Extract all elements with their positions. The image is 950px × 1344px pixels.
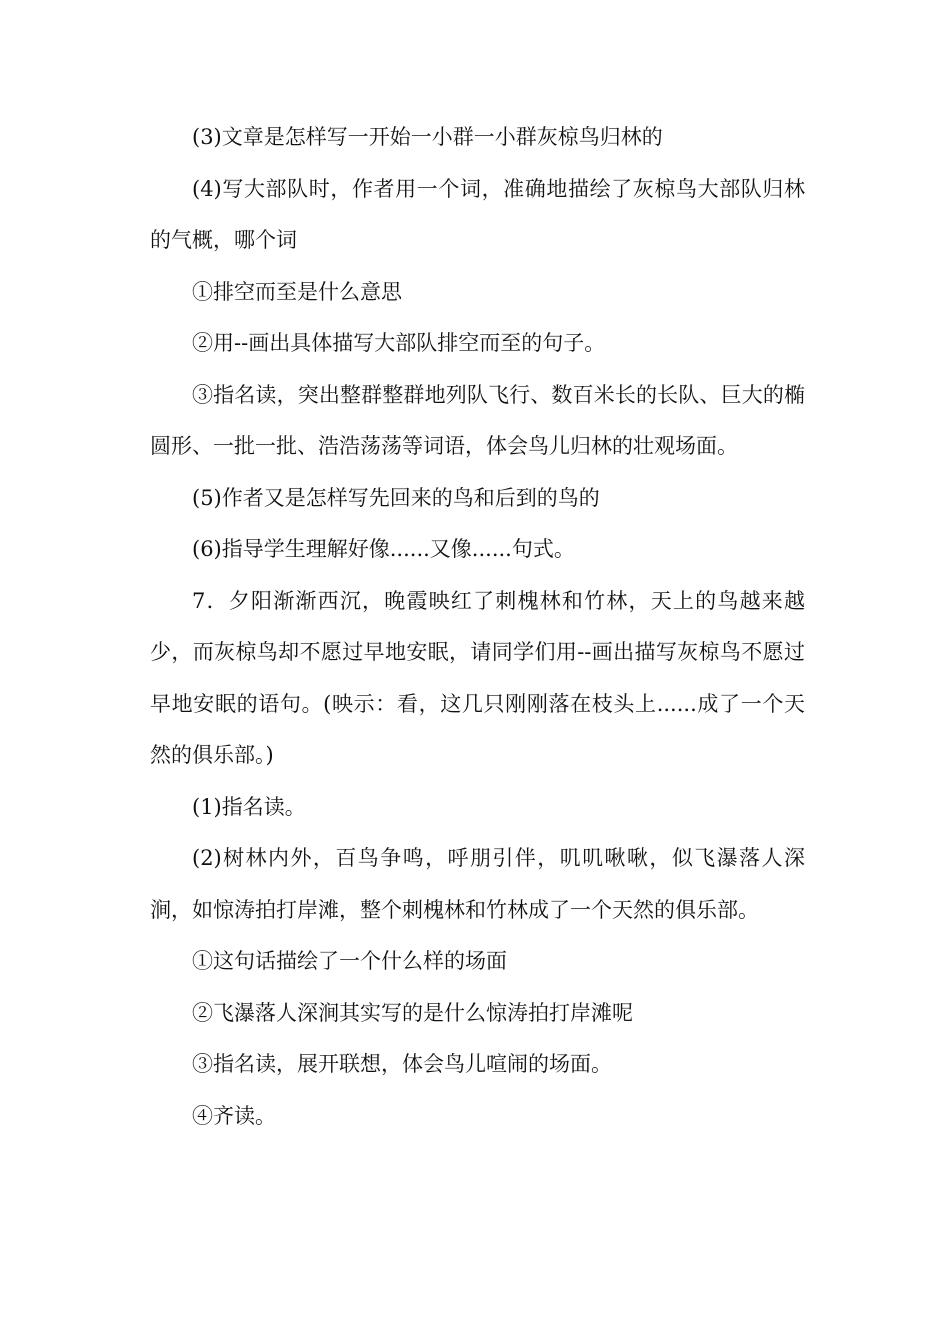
paragraph: ①排空而至是什么意思 <box>192 279 402 304</box>
paragraph: (5)作者又是怎样写先回来的鸟和后到的鸟的 <box>192 485 600 510</box>
paragraph: ②用--画出具体描写大部队排空而至的句子。 <box>192 331 606 355</box>
paragraph: ①这句话描绘了一个什么样的场面 <box>192 949 507 973</box>
paragraph: (4)写大部队时，作者用一个词，准确地描绘了灰椋鸟大部队归林的气概，哪个词 <box>150 176 805 252</box>
document-body <box>150 112 805 1142</box>
paragraph: ④齐读。 <box>192 1103 276 1128</box>
paragraph: ②飞瀑落人深涧其实写的是什么惊涛拍打岸滩呢 <box>192 1000 633 1025</box>
paragraph: 7．夕阳渐渐西沉，晚霞映红了刺槐林和竹林，天上的鸟越来越少，而灰椋鸟却不愿过早地安眠，请同学们用--画出描写灰椋鸟不愿过早地安眠的语句。(映示：看，这几只刚刚落在枝头上......成了一个天然的俱乐部。) <box>150 588 805 767</box>
paragraph: (3)文章是怎样写一开始一小群一小群灰椋鸟归林的 <box>192 125 663 149</box>
paragraph: (6)指导学生理解好像......又像......句式。 <box>192 537 575 561</box>
paragraph: ③指名读，展开联想，体会鸟儿喧闹的场面。 <box>192 1052 612 1076</box>
paragraph: (2)树林内外，百鸟争鸣，呼朋引伴，叽叽啾啾，似飞瀑落人深涧，如惊涛拍打岸滩，整个刺槐林和竹林成了一个天然的俱乐部。 <box>150 846 805 922</box>
paragraph: ③指名读，突出整群整群地列队飞行、数百米长的长队、巨大的椭圆形、一批一批、浩浩荡荡等词语，体会鸟儿归林的壮观场面。 <box>150 382 805 458</box>
paragraph: (1)指名读。 <box>192 794 306 819</box>
